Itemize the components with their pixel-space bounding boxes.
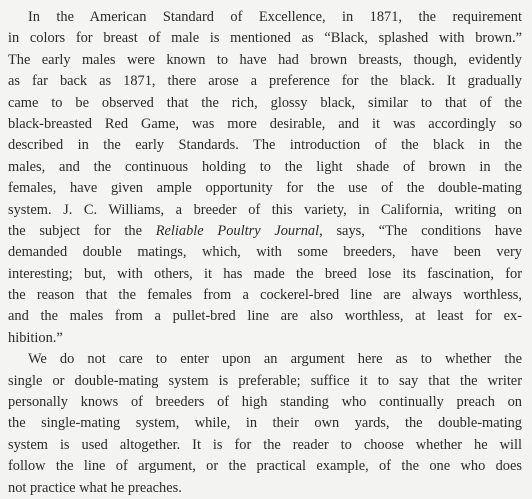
paragraph-2 bbox=[8, 349, 522, 499]
text-line: demanded double matings, which, with some breeders, have been very bbox=[8, 244, 522, 261]
text-line: interesting; but, with others, it has made the breed lose its fascination, for bbox=[8, 265, 522, 282]
text-line: came to be observed that the rich, glossy black, similar to that of the bbox=[8, 94, 522, 111]
text-line: system. J. C. Williams, a breeder of this variety, in California, writing on bbox=[8, 201, 522, 218]
text-line: personally knows of breeders of high standing who continually preach on bbox=[8, 394, 522, 411]
text-line: and the males from a pullet-bred line are also worthless, at least for ex- bbox=[8, 308, 522, 325]
text-line: the reason that the females from a cockerel-bred line are always worthless, bbox=[8, 287, 522, 304]
text-line: black-breasted Red Game, was more desirable, and it was accordingly so bbox=[8, 115, 522, 132]
text-run: , says, “The conditions have bbox=[319, 222, 522, 239]
text-line: The early males were known to have had brown breasts, though, evidently bbox=[8, 51, 522, 68]
text-line: single or double-mating system is preferable; suffice it to say that the writer bbox=[8, 372, 522, 389]
text-line: follow the line of argument, or the practical example, of the one who does bbox=[8, 458, 522, 475]
text-line: males, and the continuous holding to the light shade of brown in the bbox=[8, 158, 522, 175]
text-run: the subject for the bbox=[8, 222, 156, 239]
journal-title: Reliable Poultry Journal bbox=[155, 222, 320, 239]
text-line: as far back as 1871, there arose a preference for the black. It gradually bbox=[8, 73, 522, 90]
text-line: hibition.” bbox=[8, 329, 63, 346]
text-line: We do not care to enter upon an argument here as to whether the bbox=[28, 351, 522, 368]
body-text bbox=[8, 7, 522, 499]
text-line: described in the early Standards. The introduction of the black in the bbox=[8, 137, 522, 154]
text-line: the single-mating system, while, in their own yards, the double-mating bbox=[8, 415, 522, 432]
text-line: In the American Standard of Excellence, in 1871, the requirement bbox=[28, 9, 522, 25]
text-line: in colors for breast of male is mentioned as “Black, splashed with brown.” bbox=[8, 30, 522, 47]
text-line: not practice what he preaches. bbox=[8, 479, 182, 496]
text-line bbox=[8, 221, 522, 242]
text-line: females, have given ample opportunity for the use of the double-mating bbox=[8, 180, 522, 197]
paragraph-1 bbox=[8, 7, 522, 349]
text-line: system is used altogether. It is for the reader to choose whether he will bbox=[8, 436, 522, 453]
